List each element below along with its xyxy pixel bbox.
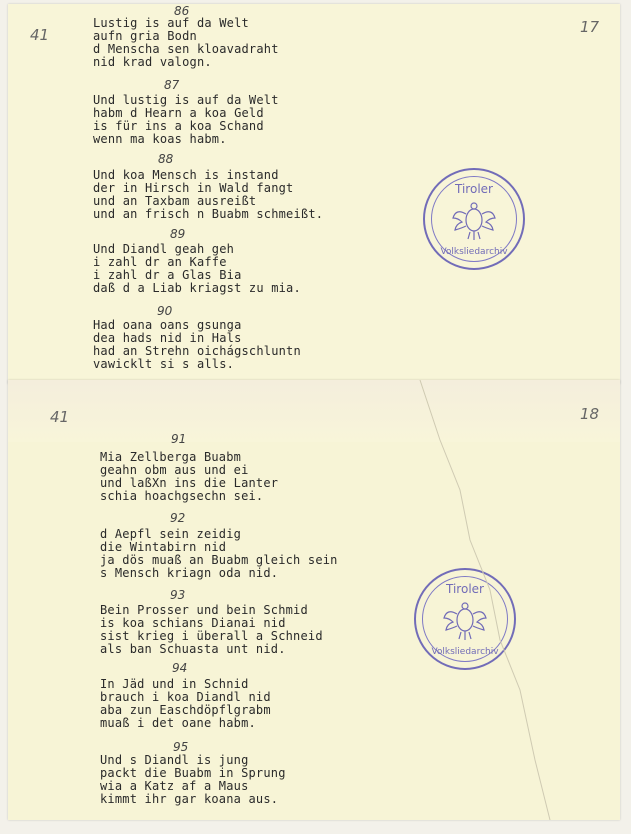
verse-line: muaß i det oane habm. [100, 716, 256, 730]
verse-line: der in Hirsch in Wald fangt [93, 181, 294, 195]
verse-line: und an Taxbam ausreißt [93, 194, 257, 208]
verse-line: d Menscha sen kloavadraht [93, 42, 279, 56]
stamp-subtitle: Volksliedarchiv [440, 247, 508, 257]
verse-line: Und lustig is auf da Welt [93, 93, 279, 107]
verse-line: Had oana oans gsunga [93, 318, 242, 332]
paper-crease [400, 380, 560, 820]
verse-line: i zahl dr a Glas Bia [93, 268, 242, 282]
stanza-number: 89 [170, 227, 186, 241]
stamp-title: Tiroler [455, 182, 493, 196]
verse-line: Bein Prosser und bein Schmid [100, 603, 308, 617]
verse-line: habm d Hearn a koa Geld [93, 106, 264, 120]
verse-line: daß d a Liab kriagst zu mia. [93, 281, 301, 295]
stanza-number: 86 [174, 4, 190, 18]
verse-line: dea hads nid in Hals [93, 331, 242, 345]
verse-line: is koa schians Dianai nid [100, 616, 286, 630]
verse-line: aufn gria Bodn [93, 29, 197, 43]
stanza-number: 92 [170, 511, 186, 525]
verse-line: kimmt ihr gar koana aus. [100, 792, 279, 806]
stanza-number: 95 [173, 740, 189, 754]
stanza-number: 87 [164, 78, 180, 92]
verse-line: In Jäd und in Schnid [100, 677, 249, 691]
verse-line: nid krad valogn. [93, 55, 212, 69]
verse-line: aba zun Easchdöpflgrabm [100, 703, 271, 717]
stanza-number: 94 [172, 661, 188, 675]
verse-line: vawicklt si s alls. [93, 357, 235, 371]
verse-line: sist krieg i überall a Schneid [100, 629, 323, 643]
folio-right-top: 17 [580, 18, 600, 36]
verse-line: und an frisch n Buabm schmeißt. [93, 207, 324, 221]
folio-left-bottom: 41 [50, 408, 70, 426]
verse-line: Lustig is auf da Welt [93, 16, 249, 30]
verse-line: Und s Diandl is jung [100, 753, 249, 767]
verse-line: is für ins a koa Schand [93, 119, 264, 133]
verse-line: wia a Katz af a Maus [100, 779, 249, 793]
eagle-emblem-icon [450, 196, 498, 242]
verse-line: wenn ma koas habm. [93, 132, 227, 146]
folio-left-top: 41 [30, 26, 50, 44]
verse-line: d Aepfl sein zeidig [100, 527, 242, 541]
stamp-title: Tiroler [446, 582, 484, 596]
verse-line: ja dös muaß an Buabm gleich sein [100, 553, 338, 567]
verse-line: schia hoachgsechn sei. [100, 489, 264, 503]
stanza-number: 90 [157, 304, 173, 318]
archive-stamp-top [423, 168, 525, 270]
verse-line: Und Diandl geah geh [93, 242, 235, 256]
stamp-subtitle: Volksliedarchiv [431, 647, 499, 657]
verse-line: i zahl dr an Kaffe [93, 255, 227, 269]
verse-line: geahn obm aus und ei [100, 463, 249, 477]
verse-line: packt die Buabm in Sprung [100, 766, 286, 780]
verse-line: had an Strehn oichágschluntn [93, 344, 301, 358]
verse-line: Und koa Mensch is instand [93, 168, 279, 182]
verse-line: Mia Zellberga Buabm [100, 450, 242, 464]
folio-right-bottom: 18 [580, 405, 600, 423]
verse-line: s Mensch kriagn oda nid. [100, 566, 279, 580]
verse-line: brauch i koa Diandl nid [100, 690, 271, 704]
verse-line: die Wintabirn nid [100, 540, 227, 554]
stanza-number: 88 [158, 152, 174, 166]
verse-line: und laßXn ins die Lanter [100, 476, 279, 490]
stanza-number: 93 [170, 588, 186, 602]
verse-line: als ban Schuasta unt nid. [100, 642, 286, 656]
stanza-number: 91 [171, 432, 187, 446]
